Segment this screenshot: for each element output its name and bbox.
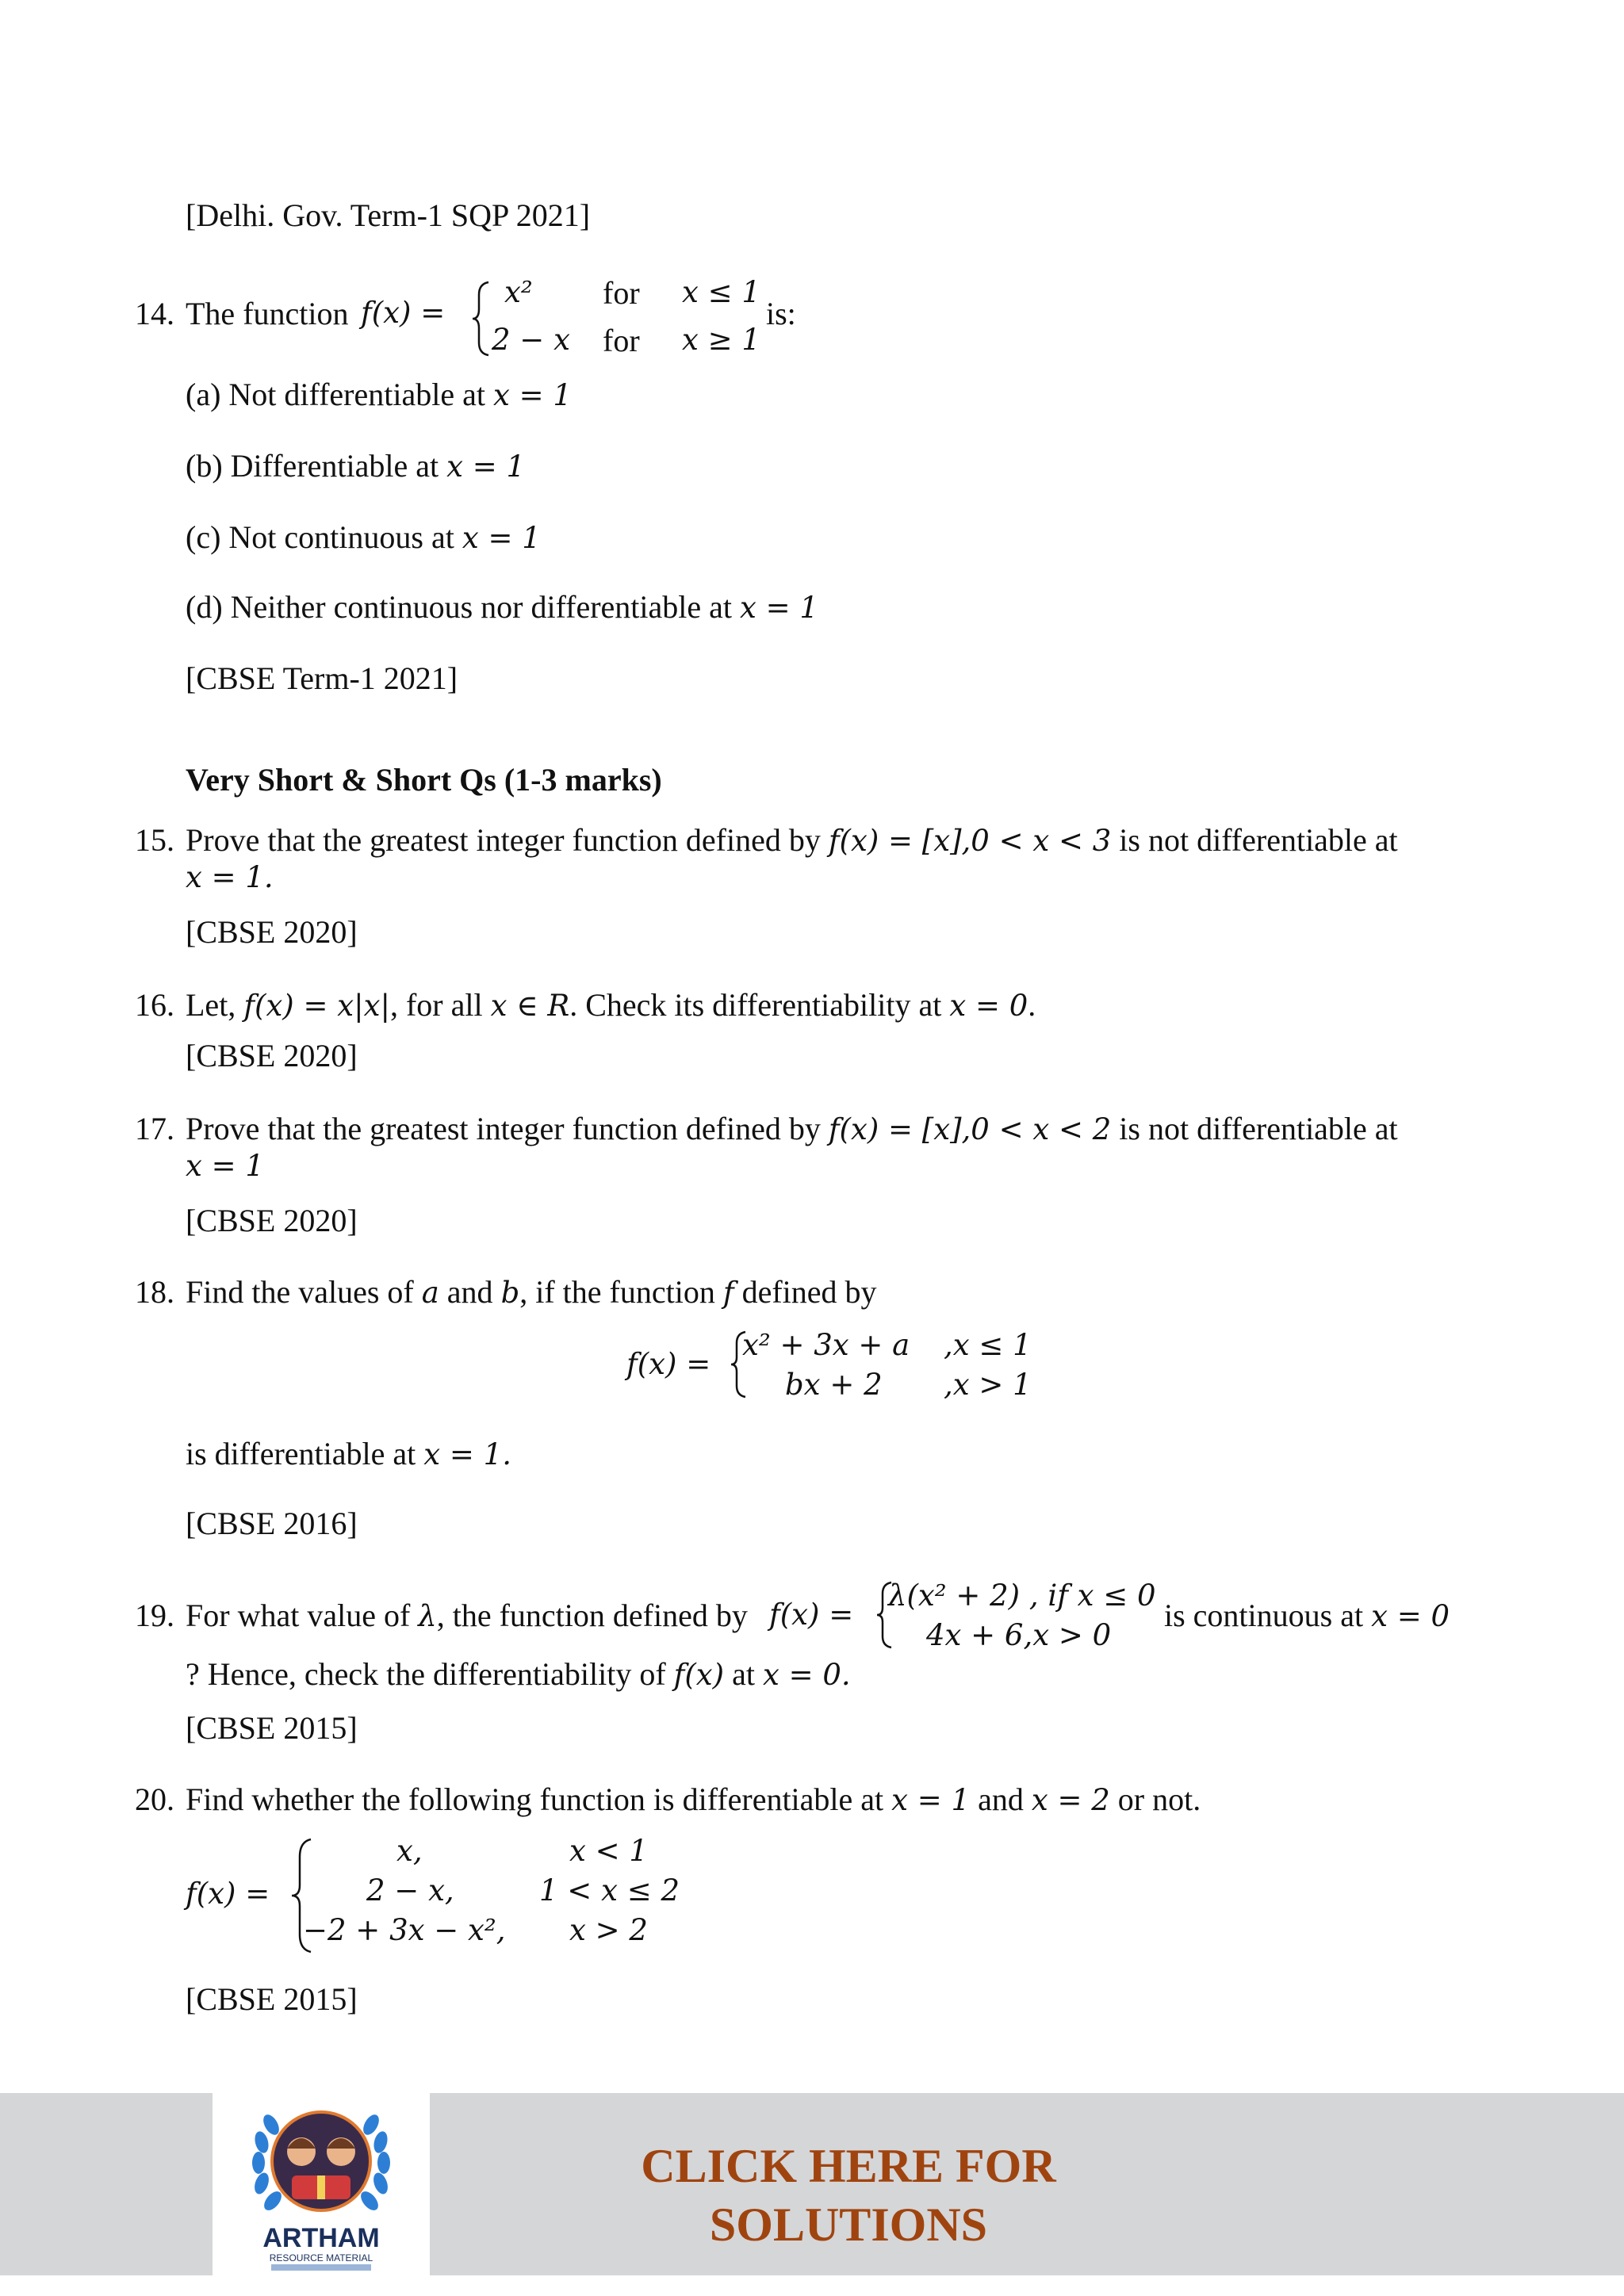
cta-line: CLICK HERE FOR xyxy=(641,2140,1056,2192)
question-text xyxy=(186,822,1398,858)
source-tag: [CBSE 2020] xyxy=(186,1038,358,1073)
math-line: x = 1 xyxy=(186,1149,264,1183)
text-part: , for all xyxy=(389,987,483,1023)
text-part: . Check its differentiability at xyxy=(569,987,942,1023)
question-number: 15. xyxy=(135,822,174,858)
math-part: x = 0 xyxy=(949,989,1028,1023)
case-condition: x ≤ 1 xyxy=(682,275,760,309)
source-tag: [CBSE 2020] xyxy=(186,1203,358,1238)
math-part: x = 1. xyxy=(423,1437,511,1471)
option-text: (a) Not differentiable at xyxy=(186,377,485,412)
case-word: for xyxy=(603,323,640,358)
case-word: for xyxy=(603,275,640,311)
math-part: λ xyxy=(418,1599,437,1633)
case-expression: −2 + 3x − x², xyxy=(303,1913,506,1947)
option-a xyxy=(186,379,572,411)
text-part: For what value of xyxy=(186,1598,411,1633)
option-b xyxy=(186,450,525,482)
text-part: Prove that the greatest integer function defined by xyxy=(186,822,821,858)
case-expression: 2 − x xyxy=(492,323,570,357)
artham-logo xyxy=(213,2093,430,2275)
case-expression: x² + 3x + a xyxy=(742,1328,910,1362)
option-text: (d) Neither continuous nor differentiable at xyxy=(186,589,733,625)
question-text xyxy=(186,1438,511,1470)
source-tag: [CBSE Term-1 2021] xyxy=(186,660,458,696)
footer-banner xyxy=(0,2093,1624,2275)
case-expression: 4x + 6,x > 0 xyxy=(926,1618,1112,1652)
question-number: 16. xyxy=(135,987,174,1023)
text-part: Let, xyxy=(186,987,236,1023)
svg-text:RESOURCE MATERIAL: RESOURCE MATERIAL xyxy=(269,2252,373,2263)
question-text xyxy=(1164,1600,1450,1632)
option-c xyxy=(186,519,541,555)
math-part: f(x) = [x],0 < x < 2 xyxy=(828,1112,1112,1146)
case-condition: ,x > 1 xyxy=(944,1368,1032,1402)
option-math: x = 1 xyxy=(446,450,526,484)
option-d xyxy=(186,591,818,623)
case-expression: 2 − x, xyxy=(366,1873,454,1908)
text-part: is not differentiable at xyxy=(1119,822,1398,858)
case-expression: bx + 2 xyxy=(785,1368,883,1402)
function-label: f(x) = xyxy=(626,1347,711,1381)
question-tail: is: xyxy=(766,296,796,331)
math-line: x = 1. xyxy=(186,860,274,894)
option-text: (b) Differentiable at xyxy=(186,448,439,484)
text-part: and xyxy=(978,1781,1024,1817)
option-math: x = 1 xyxy=(462,521,541,555)
text-part: Prove that the greatest integer function defined by xyxy=(186,1111,821,1146)
math-part: x = 0. xyxy=(762,1658,851,1692)
math-part: x = 2 xyxy=(1031,1783,1110,1817)
text-part: Find whether the following function is differentiable at xyxy=(186,1781,884,1817)
question-text xyxy=(186,1113,1398,1145)
math-part: x = 0 xyxy=(1371,1599,1450,1633)
text-part: is continuous at xyxy=(1164,1598,1364,1633)
text-part: , if the function xyxy=(519,1274,715,1310)
solutions-link[interactable] xyxy=(603,2137,1094,2254)
case-expression: λ(x² + 2) , if x ≤ 0 xyxy=(888,1578,1156,1613)
question-text xyxy=(186,989,1036,1021)
function-label: f(x) = xyxy=(361,296,446,330)
case-expression: x² xyxy=(504,275,533,309)
svg-text:ARTHAM: ARTHAM xyxy=(262,2223,380,2253)
question-text: The function xyxy=(186,296,349,331)
text-part: is not differentiable at xyxy=(1119,1111,1398,1146)
case-condition: ,x ≤ 1 xyxy=(944,1328,1032,1362)
case-condition: 1 < x ≤ 2 xyxy=(539,1873,680,1908)
question-text xyxy=(186,1276,877,1308)
text-part: Find the values of xyxy=(186,1274,414,1310)
logo-emblem-icon xyxy=(213,2093,430,2275)
text-part: . xyxy=(1028,987,1036,1023)
math-part: x = 1 xyxy=(891,1783,971,1817)
text-part: and xyxy=(446,1274,493,1310)
text-part: ? Hence, check the differentiability of xyxy=(186,1656,666,1692)
math-part: x ∈ R xyxy=(490,989,570,1023)
source-tag: [CBSE 2015] xyxy=(186,1981,358,2017)
math-part: f xyxy=(722,1276,734,1310)
text-part: defined by xyxy=(741,1274,877,1310)
function-label: f(x) = xyxy=(186,1877,270,1911)
question-text xyxy=(186,1656,851,1692)
math-part: f(x) xyxy=(673,1658,725,1692)
question-number: 19. xyxy=(135,1598,174,1633)
text-part: is differentiable at xyxy=(186,1436,416,1471)
option-text: (c) Not continuous at xyxy=(186,519,454,555)
case-expression: x, xyxy=(396,1834,423,1868)
left-brace xyxy=(469,279,493,358)
question-text xyxy=(186,1781,1201,1817)
question-number: 17. xyxy=(135,1111,174,1146)
question-number: 20. xyxy=(135,1781,174,1817)
math-part: a xyxy=(421,1276,439,1310)
text-part: at xyxy=(732,1656,755,1692)
text-part: , the function defined by xyxy=(436,1598,748,1633)
source-tag: [Delhi. Gov. Term-1 SQP 2021] xyxy=(186,197,591,233)
function-label: f(x) = xyxy=(769,1598,854,1632)
source-tag: [CBSE 2015] xyxy=(186,1710,358,1746)
section-heading: Very Short & Short Qs (1-3 marks) xyxy=(186,762,662,798)
question-text xyxy=(186,1600,748,1632)
math-part: f(x) = [x],0 < x < 3 xyxy=(828,824,1112,858)
cta-line: SOLUTIONS xyxy=(709,2198,988,2251)
case-condition: x ≥ 1 xyxy=(682,323,760,357)
text-part: or not. xyxy=(1117,1781,1201,1817)
source-tag: [CBSE 2016] xyxy=(186,1506,358,1541)
math-part: b xyxy=(500,1276,520,1310)
question-number: 14. xyxy=(135,296,174,331)
option-math: x = 1 xyxy=(740,591,818,625)
source-tag: [CBSE 2020] xyxy=(186,914,358,950)
question-number: 18. xyxy=(135,1274,174,1310)
option-math: x = 1 xyxy=(492,378,572,412)
case-condition: x > 2 xyxy=(569,1913,648,1947)
math-part: f(x) = x|x| xyxy=(243,989,390,1023)
case-condition: x < 1 xyxy=(569,1834,648,1868)
